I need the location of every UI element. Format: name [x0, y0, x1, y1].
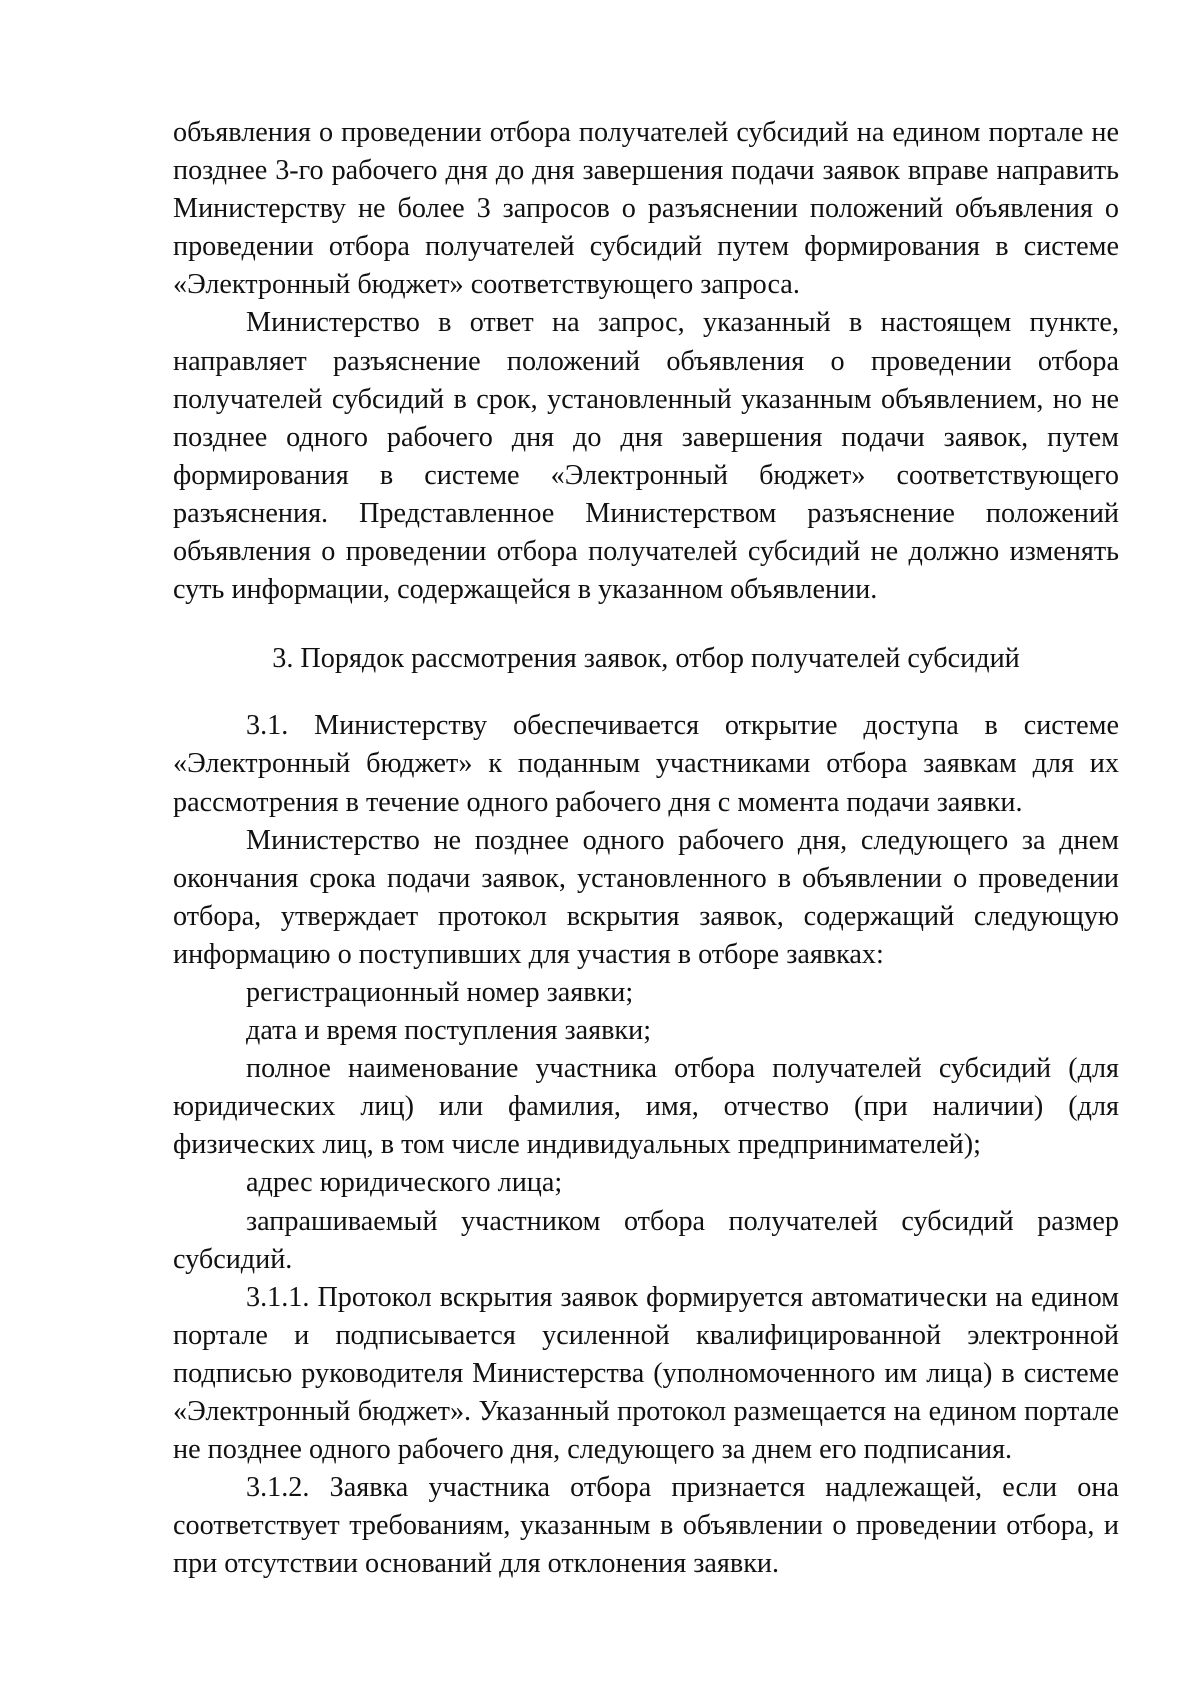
document-body — [173, 114, 1119, 1583]
section-heading: 3. Порядок рассмотрения заявок, отбор получателей субсидий — [272, 643, 1020, 675]
paragraph-3-1-1: 3.1.1. Протокол вскрытия заявок формируется автоматически на едином портале и подписывается усиленной квалифицированной электронной подписью руководителя Министерства (уполномоченного им лица) в системе «Электронный бюджет». Указанный протокол размещается на едином портале не позднее одного рабочего дня, следующего за днем его подписания. — [173, 1281, 1119, 1466]
paragraph-3-1-2: 3.1.2. Заявка участника отбора признается надлежащей, если она соответствует требованиям, указанным в объявлении о проведении отбора, и при отсутствии оснований для отклонения заявки. — [173, 1472, 1119, 1580]
paragraph-protocol-intro: Министерство не позднее одного рабочего дня, следующего за днем окончания срока подачи заявок, установленного в объявлении о проведении отбора, утверждает протокол вскрытия заявок, содержащий следующую информацию о поступивших для участия в отборе заявках: — [173, 824, 1119, 970]
list-item-registration-number: регистрационный номер заявки; — [246, 976, 634, 1008]
list-item-subsidy-amount: запрашиваемый участником отбора получателей субсидий размер субсидий. — [173, 1205, 1119, 1275]
list-item-full-name: полное наименование участника отбора получателей субсидий (для юридических лиц) или фамилия, имя, отчество (при наличии) (для физических лиц, в том числе индивидуальных предпринимателей); — [173, 1053, 1119, 1161]
paragraph-ministry-response: Министерство в ответ на запрос, указанный в настоящем пункте, направляет разъяснение положений объявления о проведении отбора получателей субсидий в срок, установленный указанным объявлением, но не позднее одного рабочего дня до дня завершения подачи заявок, путем формирования в системе «Электронный бюджет» соответствующего разъяснения. Представленное Министерством разъяснение положений объявления о проведении отбора получателей субсидий не должно изменять суть информации, содержащейся в указанном объявлении. — [173, 307, 1119, 606]
list-item-address: адрес юридического лица; — [246, 1167, 563, 1199]
list-item-date-time: дата и время поступления заявки; — [246, 1015, 652, 1047]
paragraph-continuation: объявления о проведении отбора получателей субсидий на едином портале не позднее 3-го рабочего дня до дня завершения подачи заявок вправе направить Министерству не более 3 запросов о разъяснении положений объявления о проведении отбора получателей субсидий путем формирования в системе «Электронный бюджет» соответствующего запроса. — [173, 117, 1119, 301]
paragraph-3-1: 3.1. Министерству обеспечивается открытие доступа в системе «Электронный бюджет» к поданным участниками отбора заявкам для их рассмотрения в течение одного рабочего дня с момента подачи заявки. — [173, 710, 1119, 818]
